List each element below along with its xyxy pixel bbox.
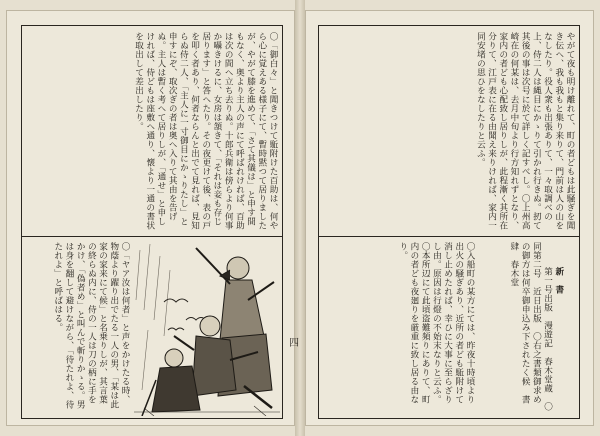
right-top-article: やがて夜も明け離れて、町の者どもは此騒ぎを聞き伝へ、我も我もと集り来りて、門前は人の山をなしたり。役人衆も出張ありて、一々取調べの上、侍二人は縄目にかゝりて引かれ行きぬ。扨て其後の事は次号に於て詳しく記すべし。〇上州高崎在の何某は、去月中旬より行方知れずとなり、家内の者ども心配致し居りしが、此程漸く其所在分りて、江戸表に在る由聞え来りければ、家内一同安堵の思ひをなしたりと云ふ。 (475, 32, 575, 230)
right-page-frame (318, 25, 580, 419)
right-divider (319, 236, 579, 237)
right-page (305, 10, 594, 426)
left-bottom-article: 〇「ヤア汝は何者」と声をかけたる時、物蔭より躍り出でたる一人の男、「某は此家の家来にて候」と名乗りしが、其言葉の終らぬ内に、侍の一人は刀の柄に手をかけ、「偽者め」と叫んで斬りかゝる。男は身を翻して避けながら、「待たれよ、待たれよ」と呼ばはる。 (52, 242, 130, 409)
new-books-column (479, 242, 575, 412)
left-top-article: 〇「御白々」と聞きつけて駈附けた百助は、何やら心に覚えある様子にて、暫時黙つて居りましたが、やがて膝を進めて、「さて其儀は」と申す間もなく、奥より主人の声にて呼ばれければ、百助は次の間へ立ち去りぬ。十郎兵衛は傍らより何事か囁きけるに、女房は頷きて、「それは妾も存じ居ります」と答へたり。その夜更けて後、表の戸を叩く者あり、何者ならんと出でて見れば、見知らぬ侍二人、「主人に一寸御目にかゝりたし」と申すにぞ、取次ぎの者は奥へ入りて其由を告げぬ。主人は暫く考へて居りしが、「通せ」と申しければ、侍どもは座敷へ通り、懐より一通の書状を取出して差出したり。 (133, 32, 278, 230)
gutter (295, 0, 305, 436)
left-page-frame (21, 25, 283, 419)
new-books-text: 第一号出版 漫遊記 春木堂蔵 〇同第二号 近日出版 〇右之書類御求めの御方は何卒御申込み下されたく候 書肆 春木堂 (508, 242, 553, 412)
page-number: 四 (289, 338, 299, 349)
left-divider (22, 236, 282, 237)
samurai-fight-illustration (134, 240, 280, 416)
right-bottom-article: 〇入船町の某方にては、昨夜十時頃より出火の騒ぎあり、近所の者ども駈附けて消し止めたれば、幸ひに大事に至らざりし由。原因は行燈の不始末なりと云ふ。〇本所辺にて此頃盗難頻りにありて、町内の者ども夜廻りを厳重に致し居る由なり。 (397, 242, 475, 404)
left-page (6, 10, 295, 426)
new-books-heading: 新 書 (553, 267, 564, 295)
